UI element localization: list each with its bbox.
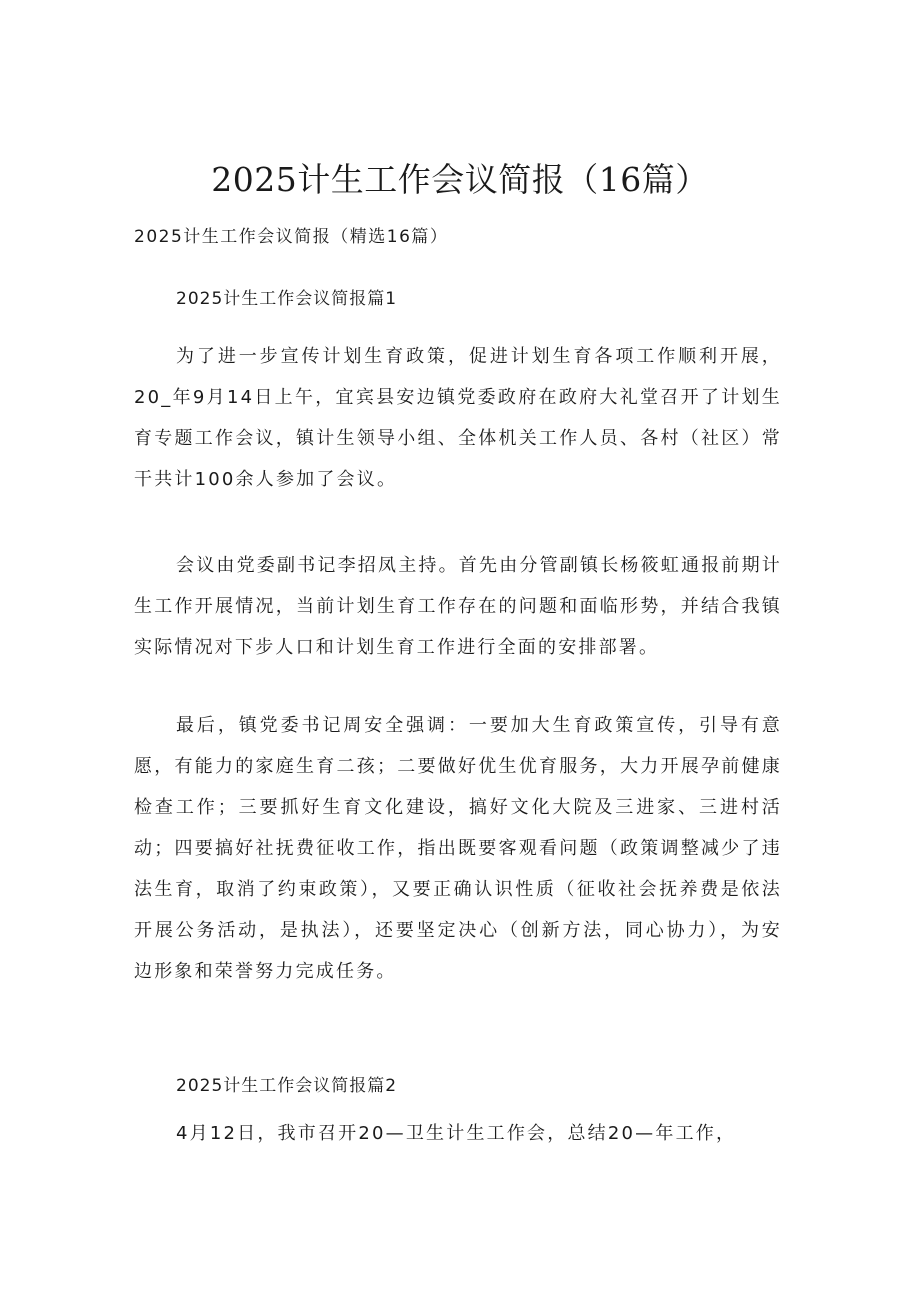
section-1-paragraph-3: 最后，镇党委书记周安全强调：一要加大生育政策宣传，引导有意愿，有能力的家庭生育二孩；二要做好优生优育服务，大力开展孕前健康检查工作；三要抓好生育文化建设，搞好文化大院及三进家、三进村活动；四要搞好社抚费征收工作，指出既要客观看问题（政策调整减少了违法生育，取消了约束政策），又要正确认识性质（征收社会抚养费是依法开展公务活动，是执法），还要坚定决心（创新方法，同心协力），为安边形象和荣誉努力完成任务。 xyxy=(134,715,782,982)
document-title: 2025计生工作会议简报（16篇） xyxy=(211,160,709,199)
section-1-paragraph-2: 会议由党委副书记李招凤主持。首先由分管副镇长杨筱虹通报前期计生工作开展情况，当前计划生育工作存在的问题和面临形势，并结合我镇实际情况对下步人口和计划生育工作进行全面的安排部署。 xyxy=(134,555,782,658)
section-heading-1: 2025计生工作会议简报篇1 xyxy=(176,289,398,309)
document-subtitle: 2025计生工作会议简报（精选16篇） xyxy=(134,227,449,247)
section-2-paragraph-1: 4月12日，我市召开20—卫生计生工作会，总结20—年工作， xyxy=(176,1123,737,1144)
section-1-paragraph-1: 为了进一步宣传计划生育政策，促进计划生育各项工作顺利开展，20_年9月14日上午，宜宾县安边镇党委政府在政府大礼堂召开了计划生育专题工作会议，镇计生领导小组、全体机关工作人员、各村（社区）常干共计100余人参加了会议。 xyxy=(134,346,782,490)
section-heading-2: 2025计生工作会议简报篇2 xyxy=(176,1076,398,1096)
